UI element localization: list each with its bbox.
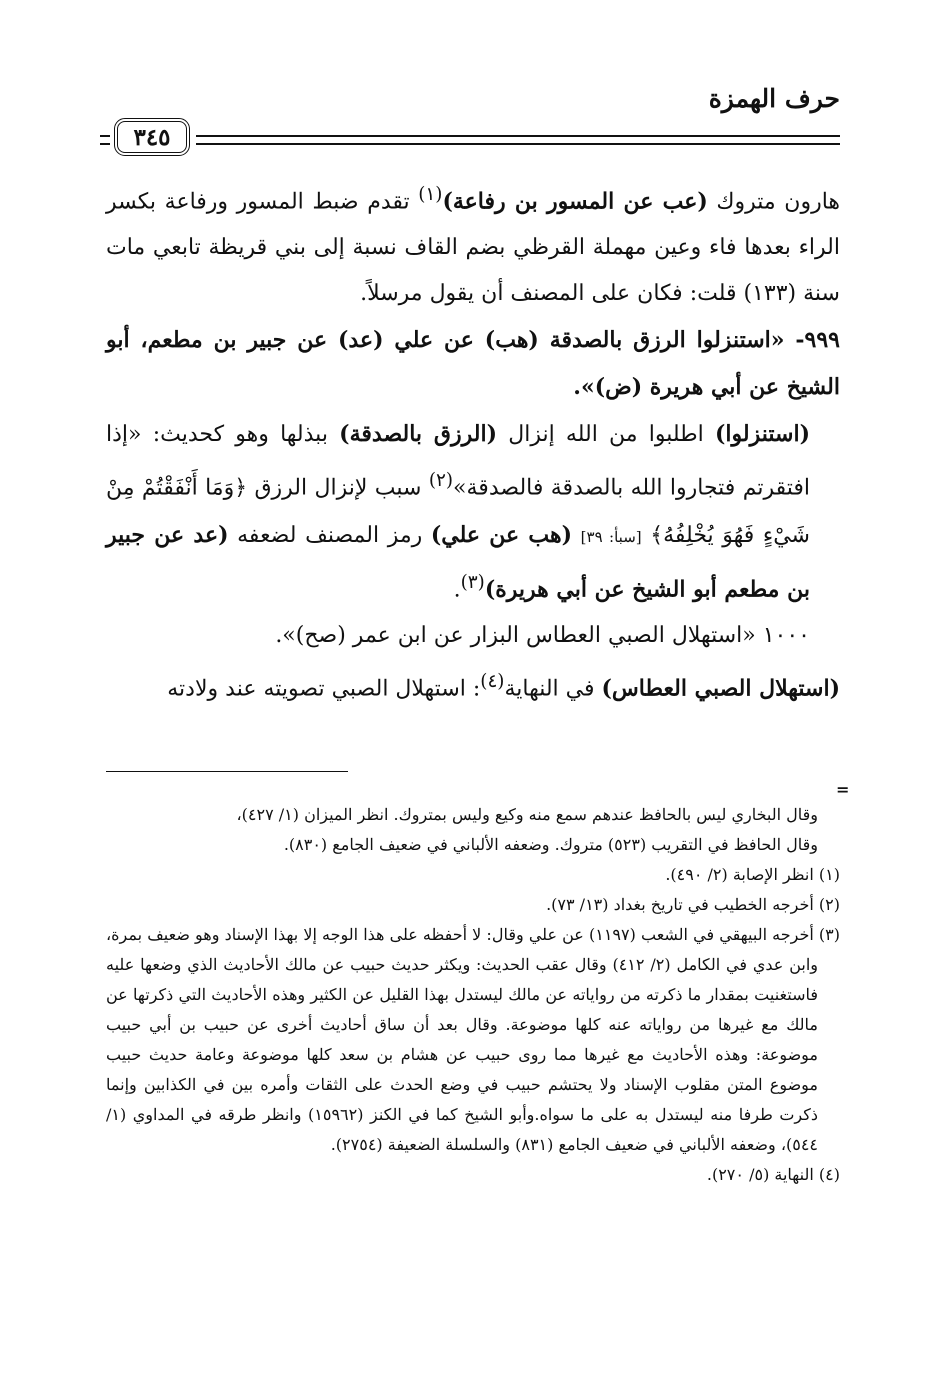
footnote-2: (٢) أخرجه الخطيب في تاريخ بغداد (١٣/ ٧٣). [546, 895, 840, 914]
footnotes [106, 800, 840, 1190]
paragraph-narrator-note: هارون متروك (عب عن المسور بن رفاعة)$^{(١)}$ تقدم ضبط المسور ورفاعة بكسر الراء بعدها فاء وعين مهملة القرظي بضم القاف نسبة إلى بني قريظة تابعي مات سنة (١٣٣) قلت: فكان على المصنف أن يقول مرسلاً. [106, 184, 841, 307]
footnote-continuation: وقال البخاري ليس بالحافظ عندهم سمع منه وكيع وليس بمتروك. انظر الميزان (١/ ٤٢٧)، [236, 805, 818, 824]
footnote-ref-1: (١) [418, 184, 443, 205]
footnote-continuation-mark: = [836, 780, 850, 799]
footnote-ref-2: (٢) [428, 470, 454, 492]
commentary-1000: (استهلال الصبي العطاس) في النهاية$^{(٤)}$: استهلال الصبي تصويته عند ولادته [167, 670, 840, 702]
hadith-1000: ١٠٠٠ «استهلال الصبي العطاس البزار عن ابن عمر (صح)». [275, 622, 810, 648]
footnote-separator [106, 771, 348, 772]
main-text [106, 172, 840, 712]
commentary-999: (استنزلوا) اطلبوا من الله إنزال (الرزق بالصدقة) ببذلها وهو كحديث: «إذا افتقرتم فتجاروا الله بالصدقة فالصدقة»$^{(٢)}$ سبب لإنزال الرزق ﴿وَمَا أَنْفَقْتُمْ مِنْ شَيْءٍ فَهُوَ يُخْلِفُهُ﴾ [سبأ: ٣٩] (هب عن علي) رمز المصنف لضعفه (عد عن جبير بن مطعم أبو الشيخ عن أبي هريرة)$^{(٣)}$. [106, 421, 811, 602]
footnote-1: (١) انظر الإصابة (٢/ ٤٩٠). [665, 865, 840, 884]
header-double-rule [196, 135, 840, 145]
footnote-ref-4: (٤) [480, 670, 505, 692]
chapter-title: حرف الهمزة [708, 84, 840, 113]
hadith-999: ٩٩٩- «استنزلوا الرزق بالصدقة (هب) عن علي (عد) عن جبير بن مطعم، أبو الشيخ عن أبي هريرة (ض)». [106, 327, 840, 401]
header-rule-end-mark [100, 135, 110, 145]
footnote-continuation: وقال الحافظ في التقريب (٥٢٣) متروك. وضعفه الألباني في ضعيف الجامع (٨٣٠). [283, 835, 818, 854]
footnote-ref-3: (٣) [460, 571, 485, 593]
footnote-3: (٣) أخرجه البيهقي في الشعب (١١٩٧) عن علي وقال: لا أحفظه على هذا الوجه إلا بهذا الإسناد وهو ضعيف بمرة، وابن عدي في الكامل (٢/ ٤١٢) وقال عقب الحديث: ويكثر حديث حبيب عن مالك الأحاديث الذي وضعها عليه فاستغنيت بمقدار ما ذكرته من رواياته عن مالك ليستدل بهذا القليل عن الكثير وهذه الأحاديث التي ذكرتها عن مالك مع غيرها من رواياته عنه كلها موضوعة. وقال بعد أن ساق أحاديث أخرى عن حبيب بن أبي حبيب موضوعة: وهذه الأحاديث مع غيرها مما روى حبيب عن هشام بن سعد كلها موضوعة وعامة حديث حبيب موضوع المتن مقلوب الإسناد ولا يحتشم حبيب في وضع الحدث على الثقات وأمره بين في الكذابين وإنما ذكرت طرفا منه ليستدل به على ما سواه.وأبو الشيخ كما في الكنز (١٥٩٦٢) وانظر طرقه في المداوي (١/ ٥٤٤)، وضعفه الألباني في ضعيف الجامع (٨٣١) والسلسلة الضعيفة (٢٧٥٤). [106, 925, 840, 1154]
page-number: ٣٤٥ [114, 118, 190, 156]
footnote-4: (٤) النهاية (٥/ ٢٧٠). [706, 1165, 840, 1184]
